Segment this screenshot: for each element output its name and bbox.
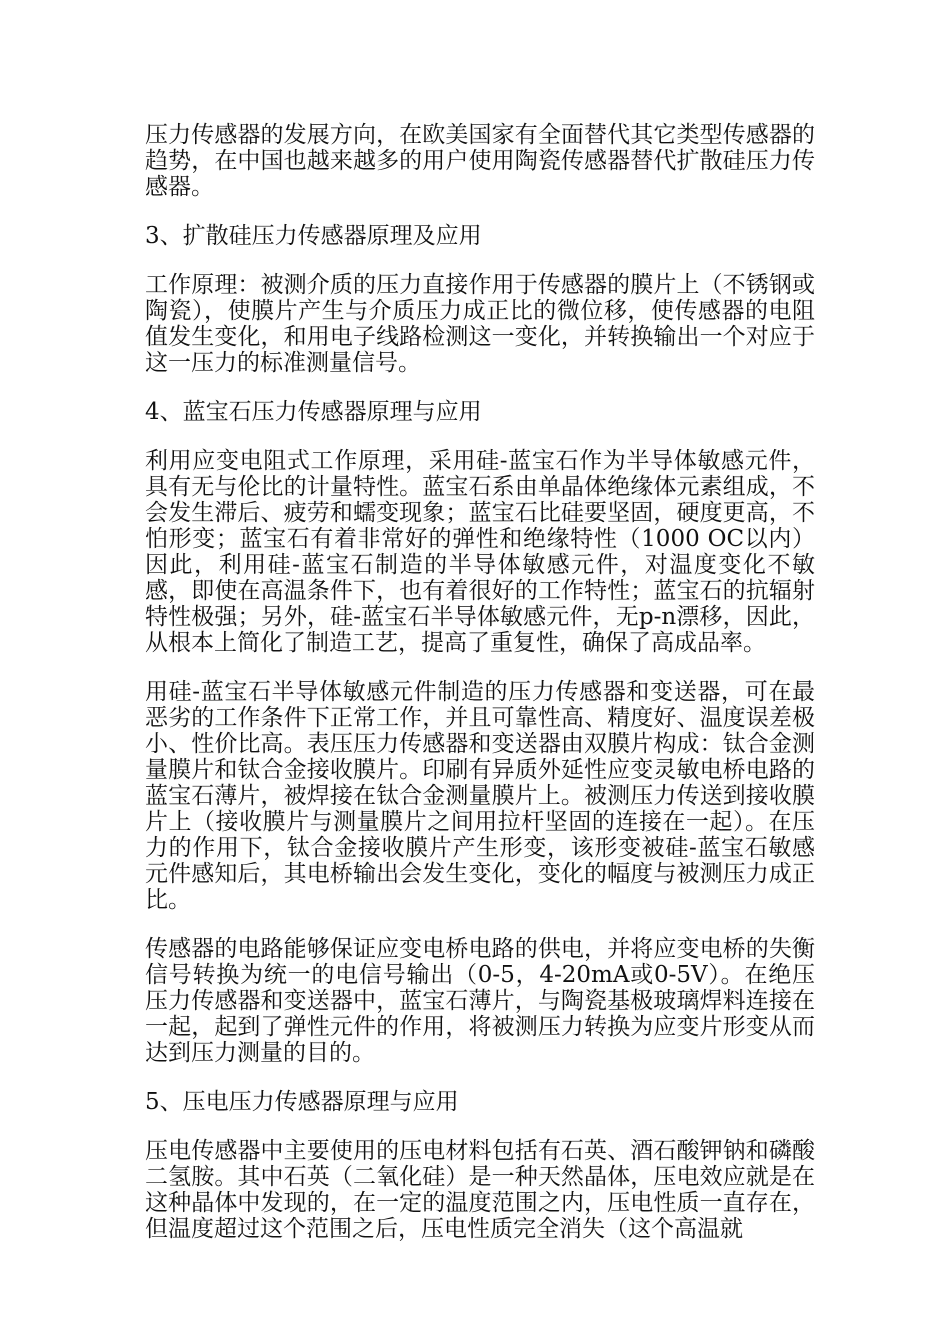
paragraph-sapphire-circuit: 传感器的电路能够保证应变电桥电路的供电，并将应变电桥的失衡信号转换为统一的电信号输出（0-5，4-20mA或0-5V）。在绝压压力传感器和变送器中，蓝宝石薄片，与陶瓷基极玻璃焊料连接在一起，起到了弹性元件的作用，将被测压力转换为应变片形变从而达到压力测量的目的。: [145, 936, 815, 1066]
paragraph-sapphire-structure: 用硅-蓝宝石半导体敏感元件制造的压力传感器和变送器，可在最恶劣的工作条件下正常工作，并且可靠性高、精度好、温度误差极小、性价比高。表压压力传感器和变送器由双膜片构成：钛合金测量膜片和钛合金接收膜片。印刷有异质外延性应变灵敏电桥电路的蓝宝石薄片，被焊接在钛合金测量膜片上。被测压力传送到接收膜片上（接收膜片与测量膜片之间用拉杆坚固的连接在一起）。在压力的作用下，钛合金接收膜片产生形变，该形变被硅-蓝宝石敏感元件感知后，其电桥输出会发生变化，变化的幅度与被测压力成正比。: [145, 679, 815, 913]
paragraph-sapphire-principle: 利用应变电阻式工作原理，采用硅-蓝宝石作为半导体敏感元件，具有无与伦比的计量特性。蓝宝石系由单晶体绝缘体元素组成，不会发生滞后、疲劳和蠕变现象；蓝宝石比硅要坚固，硬度更高，不怕形变；蓝宝石有着非常好的弹性和绝缘特性（1000 OC以内）因此，利用硅-蓝宝石制造的半导体敏感元件，对温度变化不敏感，即使在高温条件下，也有着很好的工作特性；蓝宝石的抗辐射特性极强；另外，硅-蓝宝石半导体敏感元件，无p-n漂移，因此，从根本上简化了制造工艺，提高了重复性，确保了高成品率。: [145, 448, 815, 656]
document-body: [145, 122, 815, 1265]
paragraph-ceramic-trend: 压力传感器的发展方向，在欧美国家有全面替代其它类型传感器的趋势，在中国也越来越多的用户使用陶瓷传感器替代扩散硅压力传感器。: [145, 122, 815, 200]
paragraph-diffused-silicon-principle: 工作原理：被测介质的压力直接作用于传感器的膜片上（不锈钢或陶瓷），使膜片产生与介质压力成正比的微位移，使传感器的电阻值发生变化，和用电子线路检测这一变化，并转换输出一个对应于这一压力的标准测量信号。: [145, 272, 815, 376]
section-heading-4: 4、蓝宝石压力传感器原理与应用: [145, 399, 482, 425]
section-heading-3: 3、扩散硅压力传感器原理及应用: [145, 223, 482, 249]
paragraph-piezoelectric-materials: 压电传感器中主要使用的压电材料包括有石英、酒石酸钾钠和磷酸二氢胺。其中石英（二氧化硅）是一种天然晶体，压电效应就是在这种晶体中发现的，在一定的温度范围之内，压电性质一直存在，但温度超过这个范围之后，压电性质完全消失（这个高温就: [145, 1138, 815, 1242]
section-heading-5: 5、压电压力传感器原理与应用: [145, 1089, 459, 1115]
